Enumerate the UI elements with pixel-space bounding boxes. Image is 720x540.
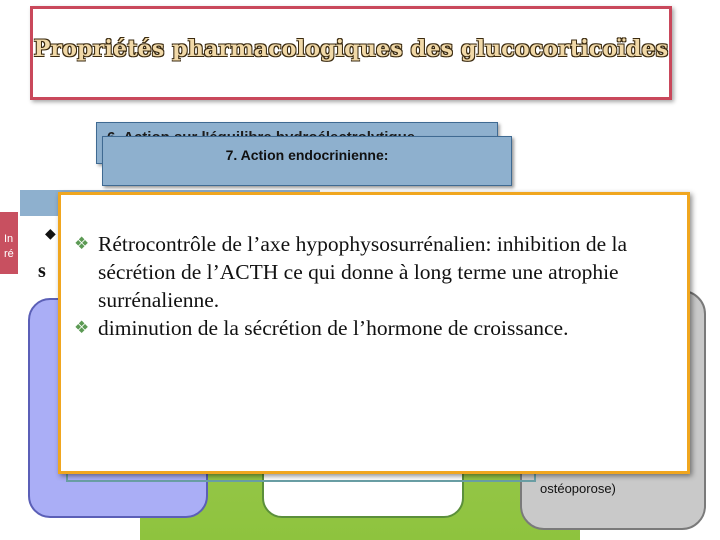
bullet-text: Rétrocontrôle de l’axe hypophysosurrénalien: inhibition de la sécrétion de l’ACTH ce qui donne à long terme une atrophie surrénalienne. [98,232,627,312]
bullet-list [70,230,680,342]
bullet-item [70,314,680,342]
bullet-text: diminution de la sécrétion de l’hormone de croissance. [98,316,569,340]
title-box [30,6,672,100]
section-header-label: 7. Action endocrinienne: [225,147,389,163]
section-header-current [102,136,512,186]
left-side-text: In ré [4,233,14,260]
panel-right-text: ostéoporose) [540,481,616,496]
diamond-bullet-icon [74,230,89,258]
fragment-letter: s [38,260,46,282]
fragment-bullet: ◆ [45,227,56,242]
diamond-bullet-icon [74,314,89,342]
slide-title: Propriétés pharmacologiques des glucocorticoïdes [33,36,669,62]
bullet-item [70,230,680,314]
